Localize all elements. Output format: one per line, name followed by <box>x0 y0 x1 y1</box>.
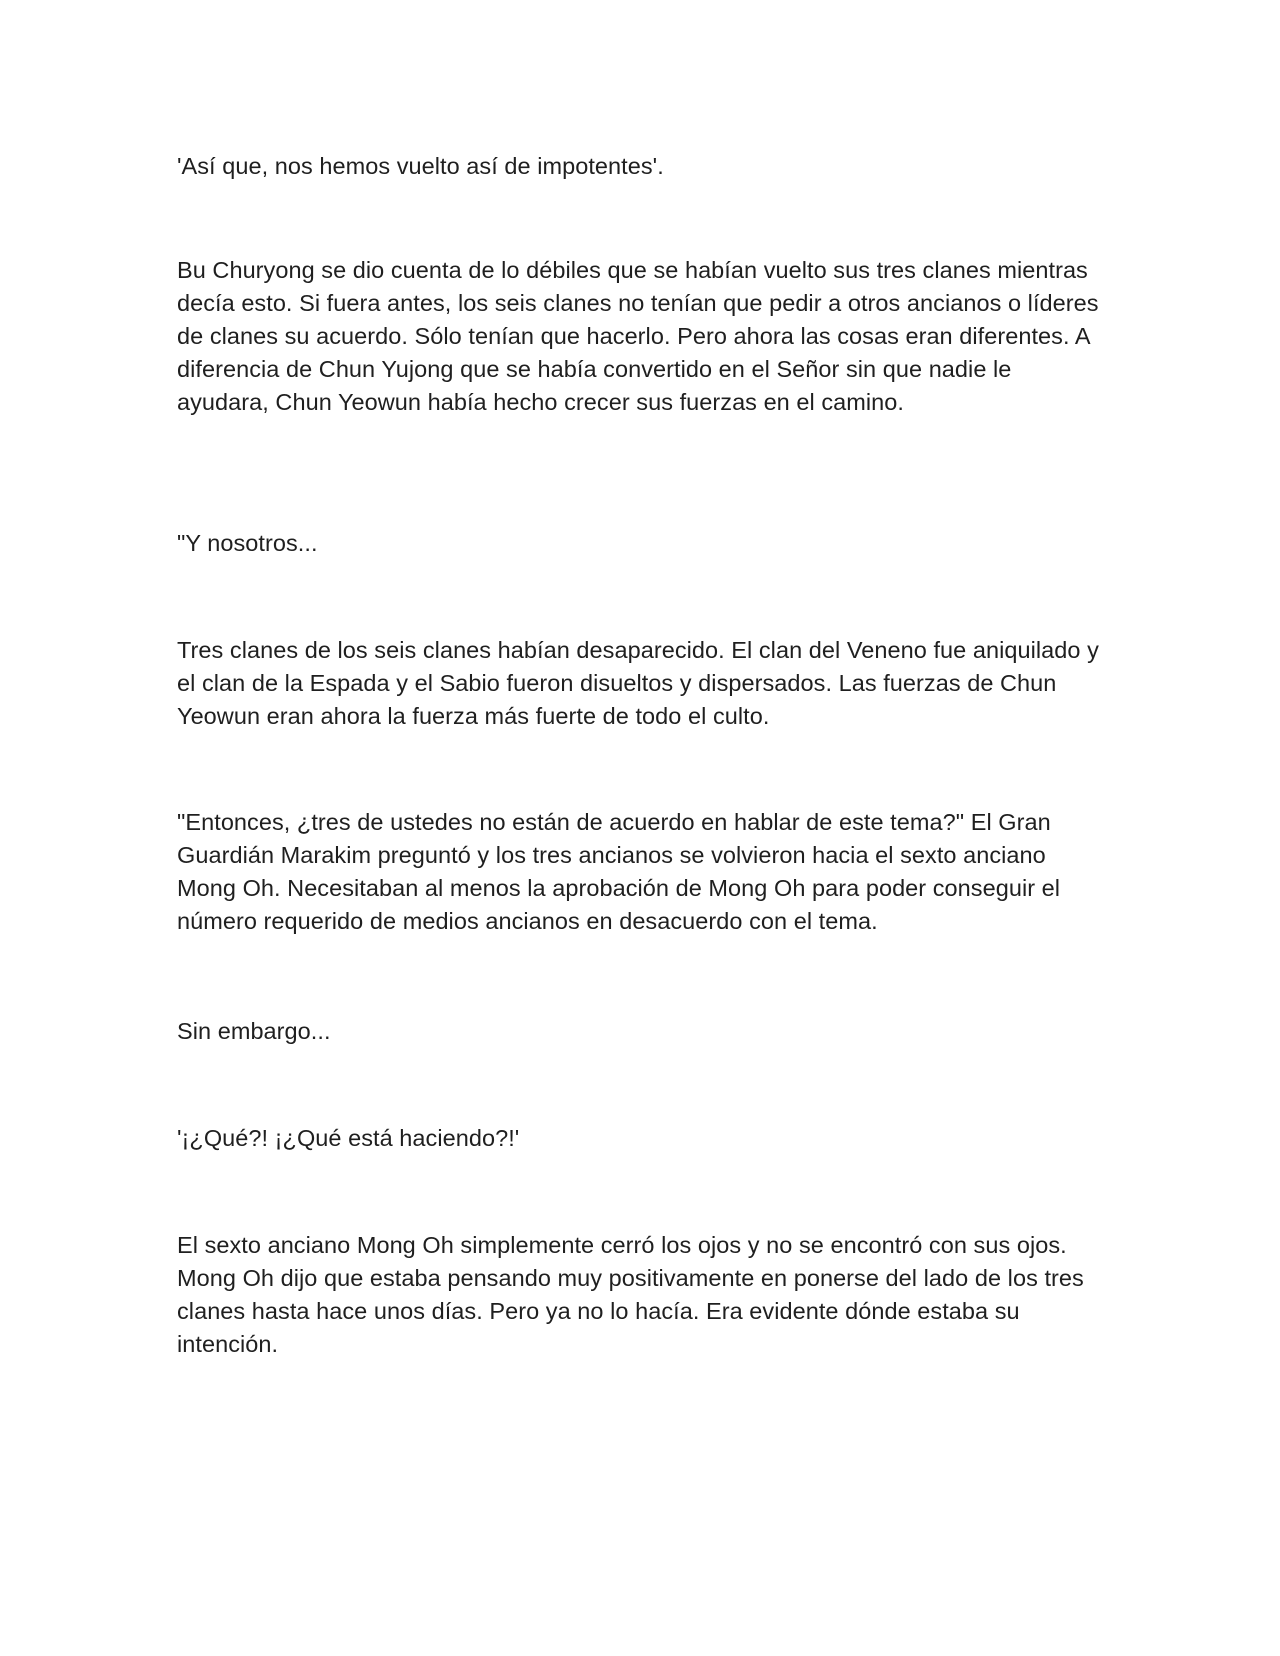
paragraph-8: El sexto anciano Mong Oh simplemente cerró los ojos y no se encontró con sus ojos. Mong Oh dijo que estaba pensando muy positivamente en ponerse del lado de los tres clanes hasta hace unos días. Pero ya no lo hacía. Era evidente dónde estaba su intención. <box>177 1232 1084 1357</box>
paragraph-2: Bu Churyong se dio cuenta de lo débiles que se habían vuelto sus tres clanes mientras decía esto. Si fuera antes, los seis clanes no tenían que pedir a otros ancianos o líderes de clanes su acuerdo. Sólo tenían que hacerlo. Pero ahora las cosas eran diferentes. A diferencia de Chun Yujong que se había convertido en el Señor sin que nadie le ayudara, Chun Yeowun había hecho crecer sus fuerzas en el camino. <box>177 257 1099 415</box>
paragraph-7: '¡¿Qué?! ¡¿Qué está haciendo?!' <box>177 1125 520 1151</box>
paragraph-5: "Entonces, ¿tres de ustedes no están de acuerdo en hablar de este tema?" El Gran Guardián Marakim preguntó y los tres ancianos se volvieron hacia el sexto anciano Mong Oh. Necesitaban al menos la aprobación de Mong Oh para poder conseguir el número requerido de medios ancianos en desacuerdo con el tema. <box>177 809 1061 934</box>
paragraph-6: Sin embargo... <box>177 1018 331 1044</box>
paragraph-4: Tres clanes de los seis clanes habían desaparecido. El clan del Veneno fue aniquilado y el clan de la Espada y el Sabio fueron disueltos y dispersados. Las fuerzas de Chun Yeowun eran ahora la fuerza más fuerte de todo el culto. <box>177 637 1099 729</box>
paragraph-3: "Y nosotros... <box>177 530 318 556</box>
paragraph-1: 'Así que, nos hemos vuelto así de impotentes'. <box>177 153 664 179</box>
